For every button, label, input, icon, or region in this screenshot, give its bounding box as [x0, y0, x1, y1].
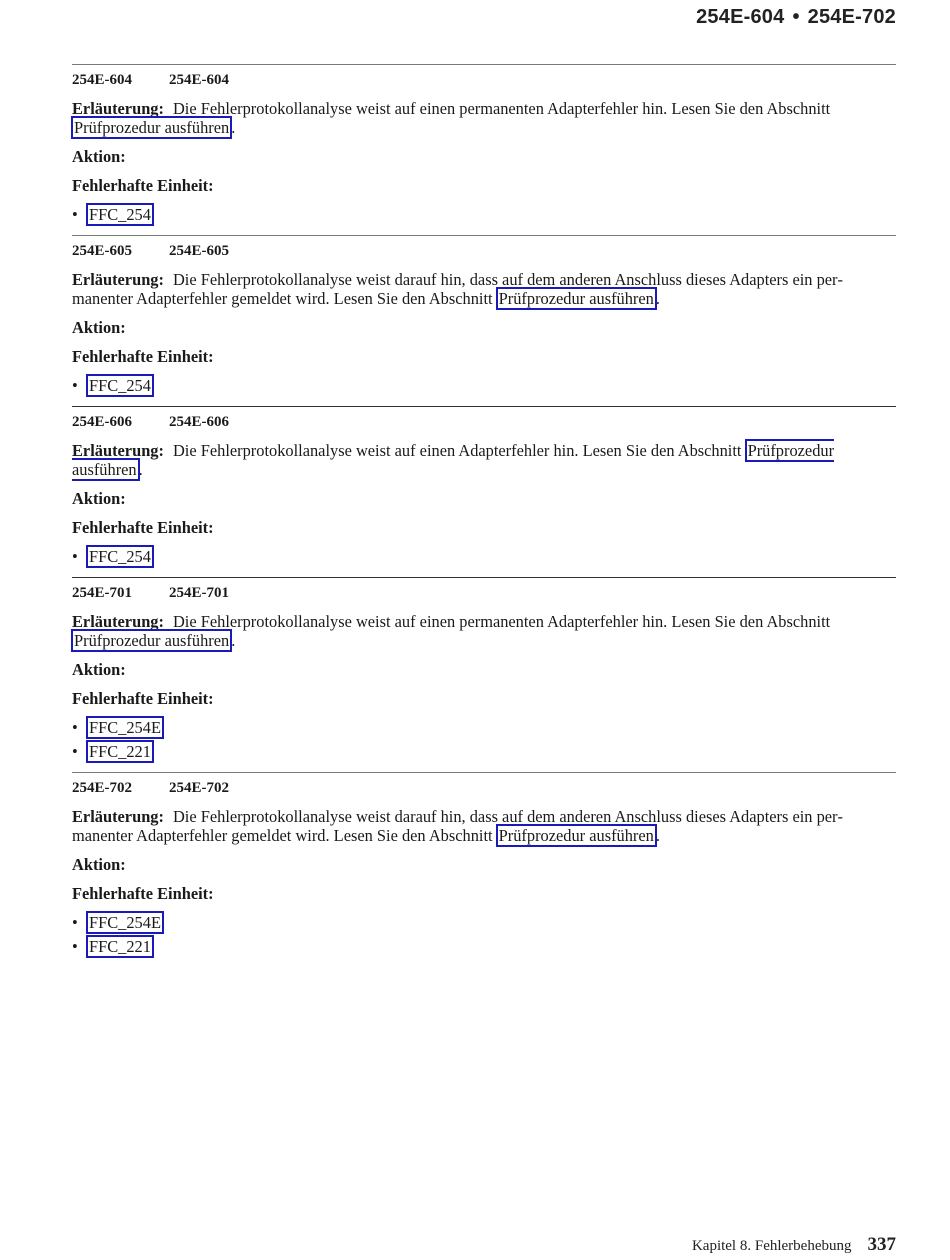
entry-code: 254E-701: [72, 585, 132, 601]
footer-chapter: Kapitel 8. Fehlerbehebung: [691, 1238, 852, 1254]
header-range-end: 254E-702: [807, 6, 896, 28]
header-range-start: 254E-604: [696, 6, 785, 28]
bullet: •: [72, 547, 78, 566]
unit-list-item: [72, 376, 896, 396]
unit-list-item: [72, 937, 896, 957]
error-entry-254e-605: [72, 235, 896, 396]
explanation-suffix: .: [231, 118, 236, 137]
entry-code: 254E-702: [72, 780, 132, 796]
entry-code-row: [72, 584, 896, 602]
entry-code-alt: 254E-605: [169, 243, 229, 259]
explanation-text: Die Fehlerprotokollanalyse weist auf einen permanenten Adapterfehler hin. Lesen Sie den Abschnitt: [172, 99, 831, 118]
unit-list-item: [72, 742, 896, 762]
link-pruefprozedur[interactable]: Prüfprozedur ausführen: [72, 441, 835, 479]
link-unit[interactable]: FFC_254E: [86, 911, 164, 934]
bullet: •: [72, 718, 78, 737]
explanation-text: Die Fehlerprotokollanalyse weist auf einen Adapterfehler hin. Lesen Sie den Abschnitt: [172, 441, 746, 460]
unit-list: [72, 718, 896, 762]
unit-label: Fehlerhafte Einheit:: [72, 884, 214, 903]
entry-code: 254E-605: [72, 243, 132, 259]
action-label: Aktion:: [72, 855, 126, 874]
unit-list: [72, 547, 896, 567]
explanation-text: Die Fehlerprotokollanalyse weist darauf hin, dass auf dem anderen Anschluss dieses Adapters ein permanenter Adapterfehler gemeldet wird. Lesen Sie den Abschnitt: [72, 807, 843, 845]
entry-code-alt: 254E-702: [169, 780, 229, 796]
explanation-suffix: .: [231, 631, 236, 650]
unit-label: Fehlerhafte Einheit:: [72, 689, 214, 708]
running-header: [696, 6, 896, 29]
entry-code-row: [72, 242, 896, 260]
error-entry-254e-606: [72, 406, 896, 567]
unit-label: Fehlerhafte Einheit:: [72, 347, 214, 366]
unit-list: [72, 205, 896, 225]
explanation-paragraph: [72, 270, 896, 308]
error-entry-254e-702: [72, 772, 896, 957]
entry-code: 254E-604: [72, 72, 132, 88]
entry-code-row: [72, 71, 896, 89]
link-unit[interactable]: FFC_254E: [86, 716, 164, 739]
action-label: Aktion:: [72, 318, 126, 337]
unit-list-item: [72, 547, 896, 567]
explanation-label: Erläuterung:: [72, 99, 164, 118]
unit-list-item: [72, 913, 896, 933]
document-body: [72, 64, 896, 961]
explanation-suffix: .: [655, 826, 660, 845]
action-label: Aktion:: [72, 660, 126, 679]
page-footer: [692, 1234, 896, 1256]
explanation-text: Die Fehlerprotokollanalyse weist darauf hin, dass auf dem anderen Anschluss dieses Adapters ein permanenter Adapterfehler gemeldet wird. Lesen Sie den Abschnitt: [72, 270, 843, 308]
link-pruefprozedur[interactable]: Prüfprozedur ausführen: [71, 629, 232, 652]
bullet: •: [72, 742, 78, 761]
header-separator: •: [792, 6, 800, 28]
link-unit[interactable]: FFC_254: [86, 545, 154, 568]
action-label: Aktion:: [72, 147, 126, 166]
explanation-text: Die Fehlerprotokollanalyse weist auf einen permanenten Adapterfehler hin. Lesen Sie den Abschnitt: [172, 612, 831, 631]
link-unit[interactable]: FFC_221: [86, 935, 154, 958]
entry-code-alt: 254E-701: [169, 585, 229, 601]
unit-list-item: [72, 205, 896, 225]
action-label: Aktion:: [72, 489, 126, 508]
unit-list: [72, 376, 896, 396]
link-unit[interactable]: FFC_221: [86, 740, 154, 763]
bullet: •: [72, 376, 78, 395]
explanation-label: Erläuterung:: [72, 441, 164, 460]
link-pruefprozedur[interactable]: Prüfprozedur ausführen: [496, 287, 657, 310]
error-entry-254e-604: [72, 64, 896, 225]
explanation-suffix: .: [655, 289, 660, 308]
unit-list-item: [72, 718, 896, 738]
explanation-paragraph: [72, 612, 896, 650]
entry-code-row: [72, 779, 896, 797]
explanation-paragraph: [72, 441, 896, 479]
bullet: •: [72, 205, 78, 224]
entry-code-alt: 254E-606: [169, 414, 229, 430]
explanation-paragraph: [72, 99, 896, 137]
link-unit[interactable]: FFC_254: [86, 374, 154, 397]
explanation-suffix: .: [138, 460, 143, 479]
unit-label: Fehlerhafte Einheit:: [72, 176, 214, 195]
explanation-paragraph: [72, 807, 896, 845]
link-pruefprozedur[interactable]: Prüfprozedur ausführen: [496, 824, 657, 847]
entry-code: 254E-606: [72, 414, 132, 430]
error-entry-254e-701: [72, 577, 896, 762]
entry-code-row: [72, 413, 896, 431]
explanation-label: Erläuterung:: [72, 270, 164, 289]
link-unit[interactable]: FFC_254: [86, 203, 154, 226]
entry-code-alt: 254E-604: [169, 72, 229, 88]
explanation-label: Erläuterung:: [72, 612, 164, 631]
page-number: 337: [867, 1234, 896, 1255]
bullet: •: [72, 937, 78, 956]
explanation-label: Erläuterung:: [72, 807, 164, 826]
unit-list: [72, 913, 896, 957]
link-pruefprozedur[interactable]: Prüfprozedur ausführen: [71, 116, 232, 139]
bullet: •: [72, 913, 78, 932]
unit-label: Fehlerhafte Einheit:: [72, 518, 214, 537]
